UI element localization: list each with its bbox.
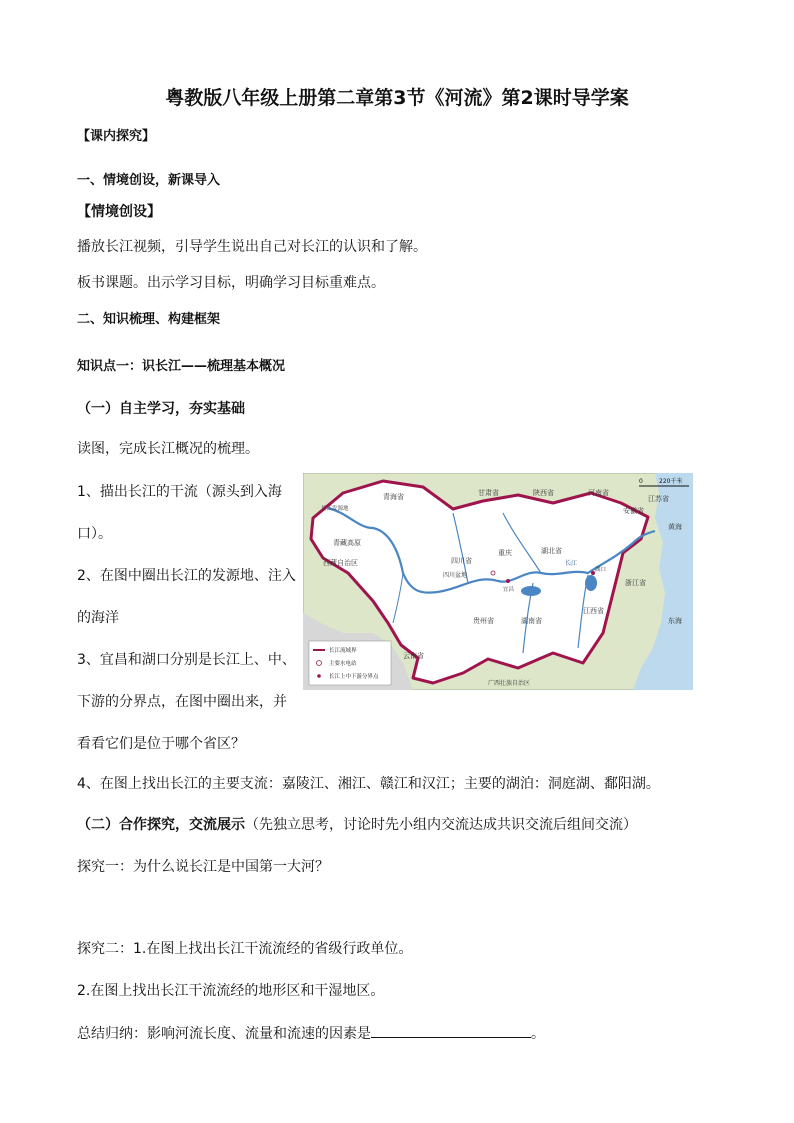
coop-heading-bold: （二）合作探究，交流展示 bbox=[77, 817, 245, 833]
label-donghai: 东海 bbox=[668, 617, 682, 625]
answer-blank[interactable] bbox=[371, 1024, 531, 1038]
dongting-lake bbox=[521, 586, 541, 596]
legend-divider-swatch bbox=[317, 674, 321, 678]
yangtze-basin-map bbox=[303, 473, 693, 690]
summary bbox=[77, 1024, 545, 1043]
label-yunnan: 云南省 bbox=[403, 652, 424, 660]
page-title: 粤教版八年级上册第二章第3节《河流》第2课时导学案 bbox=[165, 87, 629, 109]
scenario-label: 【情境创设】 bbox=[77, 204, 161, 220]
label-source: 长江发源地 bbox=[321, 506, 349, 512]
label-gansu: 甘肃省 bbox=[478, 489, 499, 497]
explore-2-line-2: 2.在图上找出长江干流流经的地形区和干湿地区。 bbox=[77, 983, 385, 999]
label-yichang: 宜昌 bbox=[503, 587, 515, 593]
explore-1: 探究一：为什么说长江是中国第一大河？ bbox=[77, 859, 329, 875]
explore-2-line-1: 探究二：1.在图上找出长江干流流经的省级行政单位。 bbox=[77, 941, 413, 957]
coop-heading bbox=[77, 816, 637, 834]
label-zhejiang: 浙江省 bbox=[625, 579, 646, 587]
label-sichuan-basin: 四川盆地 bbox=[443, 572, 468, 579]
coop-heading-note: （先独立思考，讨论时先小组内交流达成共识交流后组间交流） bbox=[245, 817, 637, 833]
label-guangxi: 广西壮族自治区 bbox=[488, 680, 531, 687]
legend-station-label: 主要水电站 bbox=[329, 661, 357, 667]
label-huanghai: 黄海 bbox=[668, 523, 682, 531]
summary-prefix: 总结归纳：影响河流长度、流量和流速的因素是 bbox=[77, 1026, 371, 1042]
summary-suffix: 。 bbox=[531, 1026, 545, 1042]
label-jiangxi: 江西省 bbox=[583, 607, 604, 615]
label-hunan: 湖南省 bbox=[521, 617, 542, 625]
label-anhui: 安徽省 bbox=[623, 507, 644, 515]
scale-zero: 0 bbox=[639, 478, 643, 485]
knowledge-point-1: 知识点一：识长江——梳理基本概况 bbox=[77, 359, 286, 374]
part2-heading: 二、知识梳理、构建框架 bbox=[77, 312, 221, 327]
label-changjiang: 长江 bbox=[565, 560, 578, 567]
scale-label: 220千米 bbox=[659, 478, 683, 485]
label-guizhou: 贵州省 bbox=[473, 617, 494, 625]
label-henan: 河南省 bbox=[588, 489, 609, 497]
question-1-line-1: 1、描出长江的干流（源头到入海 bbox=[77, 484, 282, 500]
yichang-point bbox=[506, 579, 510, 583]
scenario-line-1: 播放长江视频，引导学生说出自己对长江的认识和了解。 bbox=[77, 239, 427, 255]
question-3-line-2: 下游的分界点，在图中圈出来，并 bbox=[77, 694, 287, 710]
self-study-heading: （一）自主学习，夯实基础 bbox=[77, 401, 245, 417]
question-2-line-1: 2、在图中圈出长江的发源地、注入 bbox=[77, 568, 296, 584]
question-2-line-2: 的海洋 bbox=[77, 610, 119, 626]
question-3-line-3: 看看它们是位于哪个省区？ bbox=[77, 736, 245, 752]
label-hubei: 湖北省 bbox=[541, 547, 562, 555]
legend-divider-label: 长江上中下游分界点 bbox=[329, 674, 379, 680]
legend-boundary-label: 长江流域界 bbox=[329, 648, 357, 654]
scenario-line-2: 板书课题。出示学习目标，明确学习目标重难点。 bbox=[77, 275, 385, 291]
section-label: 【课内探究】 bbox=[77, 129, 156, 144]
label-tibet: 西藏自治区 bbox=[323, 559, 358, 567]
label-shaanxi: 陕西省 bbox=[533, 489, 554, 497]
label-qingzang: 青藏高原 bbox=[333, 539, 361, 547]
label-hukou: 湖口 bbox=[595, 567, 607, 573]
hukou-point bbox=[591, 571, 595, 575]
part1-heading: 一、情境创设，新课导入 bbox=[77, 173, 221, 188]
question-1-line-2: 口）。 bbox=[77, 526, 112, 542]
label-sichuan: 四川省 bbox=[451, 557, 472, 565]
label-chongqing: 重庆 bbox=[498, 549, 512, 557]
label-jiangsu: 江苏省 bbox=[648, 495, 669, 503]
poyang-lake bbox=[585, 575, 597, 591]
label-qinghai: 青海省 bbox=[383, 493, 404, 501]
question-4: 4、在图上找出长江的主要支流：嘉陵江、湘江、赣江和汉江；主要的湖泊：洞庭湖、鄱阳湖。 bbox=[77, 776, 660, 792]
self-study-intro: 读图，完成长江概况的梳理。 bbox=[77, 441, 259, 457]
question-3-line-1: 3、宜昌和湖口分别是长江上、中、 bbox=[77, 652, 296, 668]
